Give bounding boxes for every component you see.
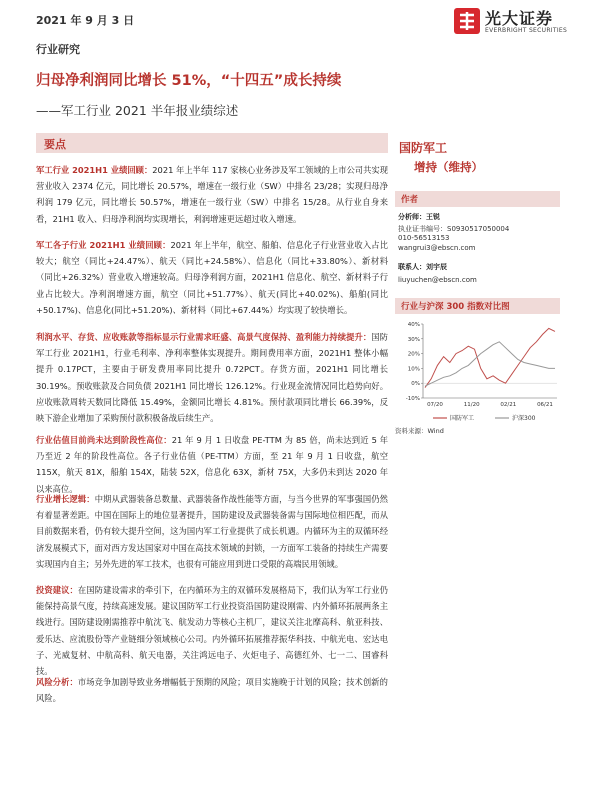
x-tick-label: 02/21 [500,402,517,408]
logo-text: 光大证券 [485,9,554,28]
company-logo [453,5,568,39]
analyst-email[interactable]: wangrui3@ebscn.com [398,244,476,252]
y-tick-label: 20% [407,351,420,358]
chart-header [395,298,560,314]
series-line-csi300 [425,342,555,386]
summary-header [36,133,388,153]
summary-paragraph-investment: 投资建议：在国防建设需求的牵引下，在内循环为主的双循环发展格局下，我们认为军工行业仍能保持高景气度，持续高速发展。建议国防军工行业投资沿国防建设刚需、内外循环拓展两条主线进行。国防建设刚需推荐中航沈飞、航发动力等核心主机厂，建议关注北摩高科、航亚科技、爱乐达、应流股份等产业链细分领域核心公司。内外循环拓展推荐振华科技、中航光电、宏达电子、光威复材、中航高科、航天电器，关注鸿远电子、火炬电子、高德红外、七一二、国睿科技。 [36,585,388,677]
summary-paragraph-valuation: 行业估值目前尚未达到阶段性高位：21 年 9 月 1 日收盘 PE-TTM 为 85 倍，尚未达到近 5 年乃至近 2 年的阶段性高位。各子行业估值（PE-TTM）方面，至 21 年 9 月 1 日收盘，航空 115X，航天 81X，船舶 154X，陆装 52X，信息化 63X，新材 75X，大多仍未到达 2020 年以来高位。 [36,435,388,494]
summary-paragraph-indicators: 利润水平、存货、应收账款等指标显示行业需求旺盛、高景气度保持、盈利能力持续提升：国防军工行业 2021H1，行业毛利率、净利率整体实现提升。期间费用率方面，2021H1 整体小幅提升 0.17PCT，主要由于研发费用率同比提升 0.72PCT。存货方面，2021H1 同比增长 30.19%。预收账款及合同负债 2021H1 同比增长 126.12%。行业现金流情况同比趋势向好。应收账款周转天数同比降低 15.49%，金额同比增长 4.81%。预付款项同比增长 66.39%，反映下游企业增加了采购预付款积极备战后续生产。 [36,332,388,424]
summary-heading: 要点 [44,138,66,151]
chart-heading: 行业与沪深 300 指数对比图 [401,302,510,312]
report-date: 2021 年 9 月 3 日 [36,14,135,27]
y-tick-label: -10% [405,396,420,402]
y-tick-label: 10% [407,366,420,373]
chart-source: 资料来源：Wind [395,427,444,435]
contact-email[interactable]: liuyuchen@ebscn.com [398,276,477,284]
authors-heading: 作者 [401,195,419,205]
x-tick-label: 11/20 [463,402,480,408]
authors-header [395,191,560,207]
report-category: 行业研究 [36,43,80,56]
x-tick-label: 06/21 [537,402,553,408]
y-tick-label: 40% [407,322,420,328]
x-tick-label: 07/20 [427,402,443,408]
index-comparison-chart [395,318,563,430]
legend-label: 沪深300 [512,415,536,422]
industry-rating: 增持（维持） [414,160,483,174]
summary-paragraph-growth-logic: 行业增长逻辑：中期从武器装备总数量、武器装备作战性能等方面，与当今世界的军事强国仍然有着显著差距。中国在国际上的地位显著提升，国防建设及武器装备需与国际地位相匹配，而从目前数据来看，仍有较大提升空间，这为国内军工行业提供了成长机遇。内循环为主的双循环经济发展模式下，面对西方发达国家对中国在高技术领域的封锁，一方面军工装备的持续生产需要实现国内自主；另外先进的军工技术，也很有可能应用到进口受限的高端民用领域。 [36,494,388,569]
summary-paragraph-risk: 风险分析：市场竞争加剧导致业务增幅低于预期的风险；项目实施晚于计划的风险；技术创新的风险。 [36,677,388,704]
report-subtitle: ——军工行业 2021 半年报业绩综述 [36,103,239,118]
contact-line: 联系人：刘宇辰 [398,263,447,271]
report-title: 归母净利润同比增长 51%，“十四五”成长持续 [36,73,342,89]
analyst-phone: 010-56513153 [398,234,450,242]
legend-label: 国防军工 [450,415,475,422]
series-line-defense [425,328,555,387]
everbright-logo-icon [453,7,481,35]
y-tick-label: 30% [407,336,420,343]
industry-name: 国防军工 [399,141,448,155]
y-tick-label: 0% [411,381,420,388]
summary-paragraph-performance: 军工行业 2021H1 业绩回顾：2021 年上半年 117 家核心业务涉及军工领域的上市公司共实现营业收入 2374 亿元，同比增长 20.57%，增速在一级行业（SW）中排名 23/28；实现归母净利润 179 亿元，同比增长 50.57%，增速在一级行业（SW）中排名 15/28。从行业自身来看，21H1 收入、归母净利润均实现增长，利润增速更远超过收入增速。 [36,165,388,224]
summary-paragraph-subsectors: 军工各子行业 2021H1 业绩回顾：2021 年上半年，航空、船舶、信息化子行业营业收入占比较大；航空（同比+24.47%）、航天（同比+24.58%）、信息化（同比+33.80%）、新材料（同比+26.32%）营业收入增速较高。归母净利润方面，2021H1 信息化、航空、新材料子行业占比较大。净利润增速方面，航空（同比+51.77%）、航天(同比+40.02%)、船舶(同比+50.17%)、信息化(同比+51.20%)、新材料（同比+67.44%）均实现了较快增长。 [36,240,388,315]
logo-subtext: EVERBRIGHT SECURITIES [485,27,568,34]
analyst-line: 分析师：王锐 [398,213,440,221]
analyst-license: 执业证书编号：S0930517050004 [398,225,510,233]
